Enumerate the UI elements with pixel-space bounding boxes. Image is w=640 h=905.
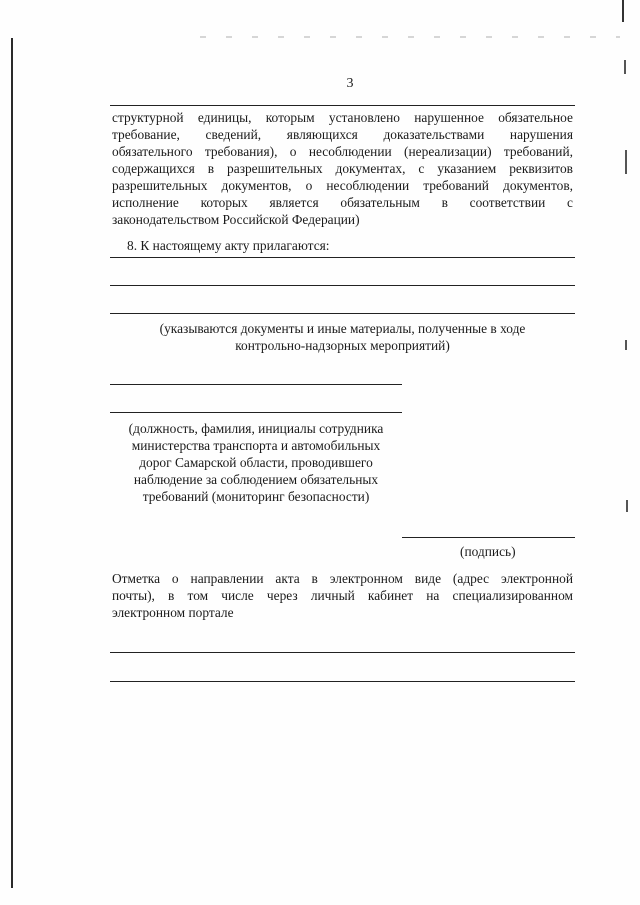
paragraph-line: Отметка о направлении акта в электронном виде (адрес электронной [112, 571, 573, 586]
paragraph-line: разрешительных документов, о несоблюдении требований документов, [112, 178, 573, 193]
top-rule [110, 105, 575, 106]
employee-caption [106, 420, 406, 505]
scan-mark [624, 60, 626, 74]
signature-caption: (подпись) [460, 544, 516, 559]
caption-line: наблюдение за соблюдением обязательных [133, 472, 379, 487]
scan-noise-top [200, 36, 620, 38]
attachment-line[interactable] [110, 285, 575, 286]
caption-line: (указываются документы и иные материалы, полученные в ходе [159, 321, 526, 336]
electronic-note [112, 570, 573, 621]
employee-line[interactable] [110, 412, 402, 413]
paragraph-line: почты), в том числе через личный кабинет на специализированном [112, 588, 573, 603]
caption-line: контрольно-надзорных мероприятий) [235, 338, 450, 353]
caption-line: требований (мониторинг безопасности) [142, 489, 370, 504]
page-number: 3 [346, 76, 354, 91]
scan-edge-left [11, 38, 13, 888]
attachment-line[interactable] [110, 313, 575, 314]
signature-line[interactable] [402, 537, 575, 538]
scan-mark [626, 500, 628, 512]
paragraph-line: требование, сведений, являющихся доказательствами нарушения [112, 127, 573, 142]
paragraph-line: электронном портале [112, 605, 234, 620]
scan-edge-right [622, 0, 624, 22]
caption-line: министерства транспорта и автомобильных [131, 438, 381, 453]
scan-mark [625, 150, 627, 174]
caption-line: (должность, фамилия, инициалы сотрудника [128, 421, 384, 436]
paragraph-line: исполнение которых является обязательным в соответствии с [112, 195, 573, 210]
caption-line: дорог Самарской области, проводившего [139, 455, 373, 470]
scan-mark [625, 340, 627, 350]
electronic-address-line[interactable] [110, 681, 575, 682]
attachments-caption [110, 320, 575, 354]
continuation-paragraph [112, 109, 573, 228]
paragraph-line: структурной единицы, которым установлено нарушенное обязательное [112, 110, 573, 125]
paragraph-line: обязательного требования), о несоблюдении (нереализации) требований, [112, 144, 573, 159]
paragraph-line: содержащихся в разрешительных документах, с указанием реквизитов [112, 161, 573, 176]
electronic-address-line[interactable] [110, 652, 575, 653]
attachments-heading: 8. К настоящему акту прилагаются: [127, 238, 330, 253]
paragraph-line: законодательством Российской Федерации) [112, 212, 360, 227]
attachment-line[interactable] [110, 257, 575, 258]
employee-line[interactable] [110, 384, 402, 385]
